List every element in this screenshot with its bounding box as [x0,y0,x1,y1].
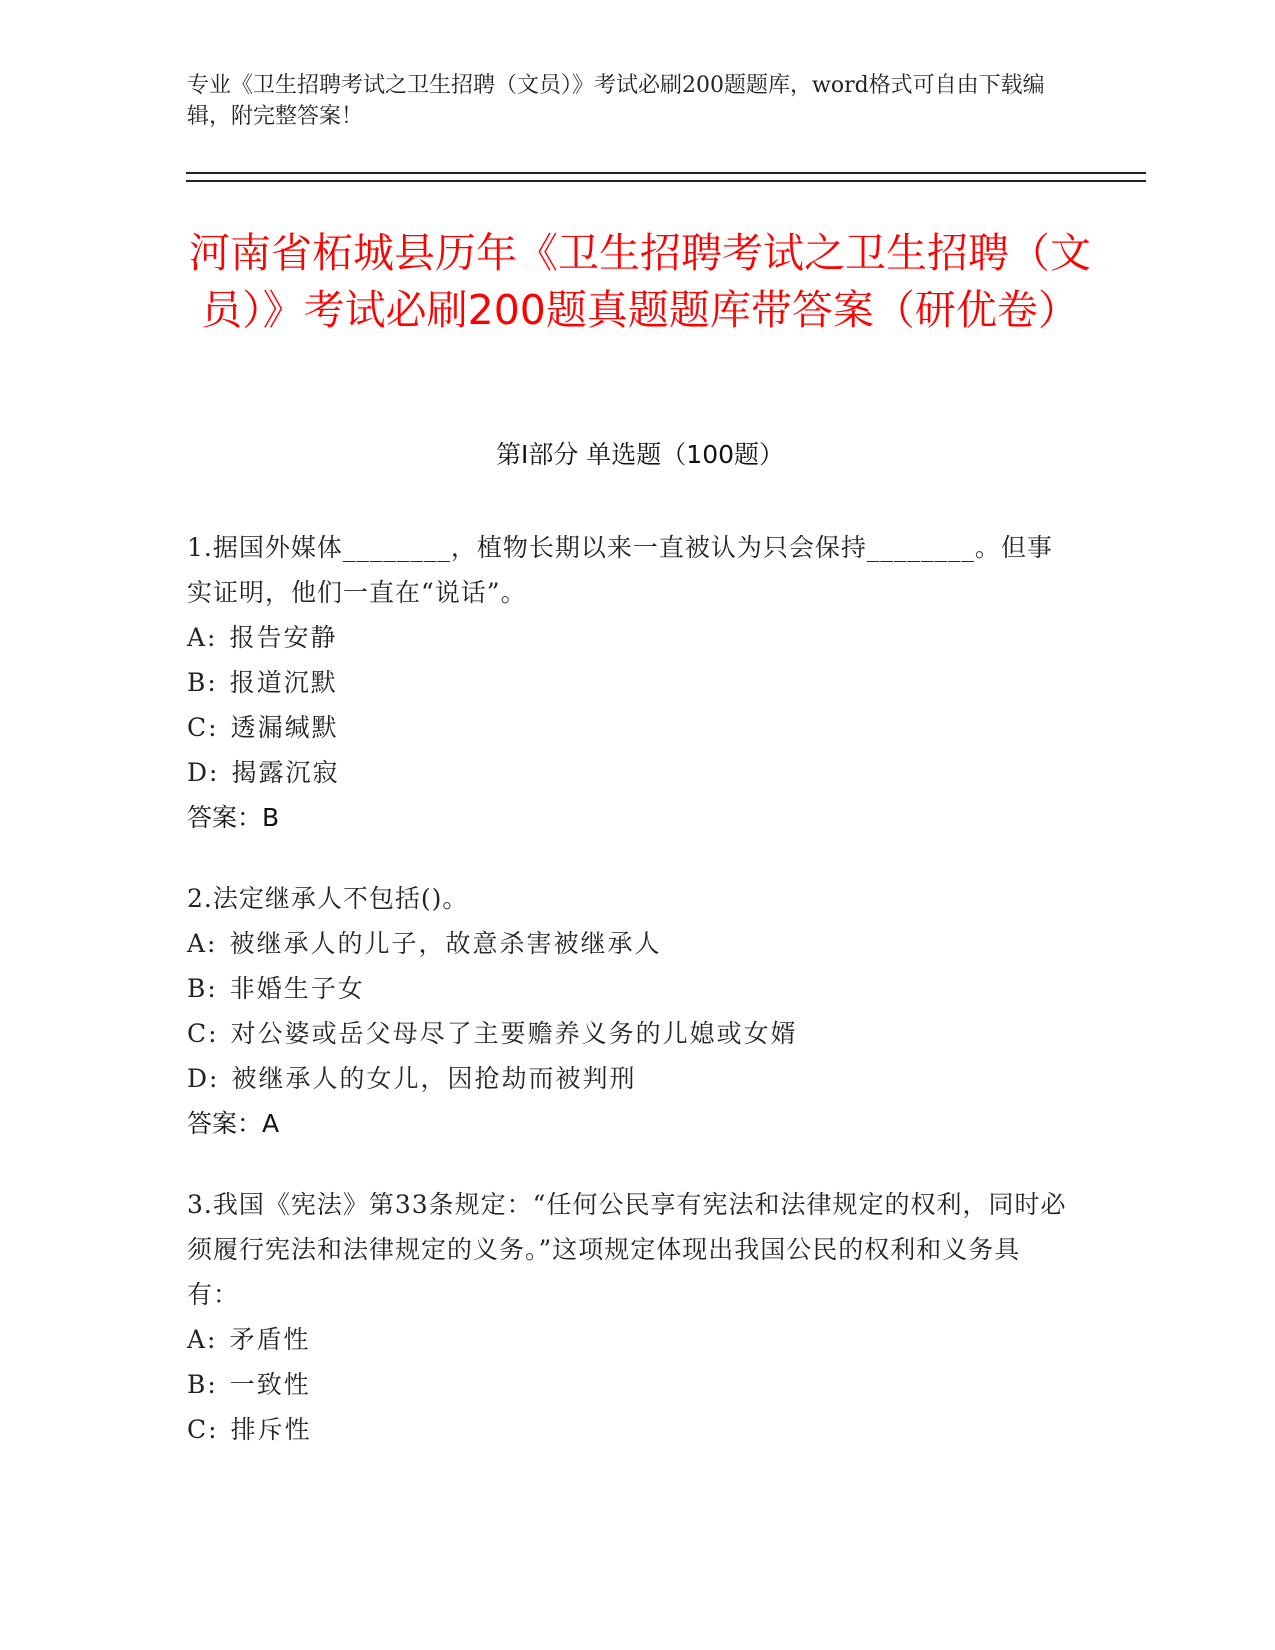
option-text: 被继承人的女儿，因抢劫而被判刑 [231,1064,637,1093]
option-text: 一致性 [229,1370,311,1399]
option-a [187,921,1067,966]
option-text: 被继承人的儿子，故意杀害被继承人 [229,929,662,958]
question-1 [187,525,1067,840]
option-letter: A: [187,623,218,652]
option-b [187,660,1067,705]
option-letter: B: [187,1370,218,1399]
question-3 [187,1182,1067,1452]
option-letter: A: [187,1325,218,1354]
option-letter: C: [187,713,219,742]
option-d [187,1056,1067,1101]
option-c [187,1407,1067,1452]
option-letter: B: [187,974,218,1003]
option-text: 报告安静 [229,623,338,652]
header-note: 专业《卫生招聘考试之卫生招聘（文员）》考试必刷200题题库，word格式可自由下载编辑，附完整答案！ [187,73,1045,129]
option-letter: D: [187,1064,220,1093]
option-letter: D: [187,758,220,787]
option-c [187,1011,1067,1056]
header-rule-top [186,172,1146,174]
option-text: 揭露沉寂 [231,758,340,787]
option-text: 对公婆或岳父母尽了主要赡养义务的儿媳或女婿 [230,1019,798,1048]
option-text: 非婚生子女 [229,974,365,1003]
question-2 [187,876,1067,1146]
option-letter: C: [187,1019,219,1048]
question-stem: 2.法定继承人不包括()。 [187,884,469,913]
document-title: 河南省柘城县历年《卫生招聘考试之卫生招聘（文员）》考试必刷200题真题题库带答案（研优卷） [189,229,1091,334]
option-letter: C: [187,1415,219,1444]
question-list [187,525,1067,1488]
option-a [187,615,1067,660]
option-b [187,1362,1067,1407]
answer: 答案：A [187,1109,280,1138]
option-d [187,750,1067,795]
option-c [187,705,1067,750]
option-b [187,966,1067,1011]
option-text: 报道沉默 [229,668,338,697]
question-stem: 3.我国《宪法》第33条规定：“任何公民享有宪法和法律规定的权利，同时必须履行宪法和法律规定的义务。”这项规定体现出我国公民的权利和义务具有： [187,1190,1067,1309]
option-text: 排斥性 [230,1415,312,1444]
option-letter: B: [187,668,218,697]
section-title: 第Ⅰ部分 单选题（100题） [495,440,785,469]
option-text: 透漏缄默 [230,713,339,742]
header-rule-bottom [186,180,1146,182]
option-a [187,1317,1067,1362]
answer: 答案：B [187,803,280,832]
option-text: 矛盾性 [229,1325,311,1354]
question-stem: 1.据国外媒体________，植物长期以来一直被认为只会保持________。但事实证明，他们一直在“说话”。 [187,533,1053,607]
option-letter: A: [187,929,218,958]
